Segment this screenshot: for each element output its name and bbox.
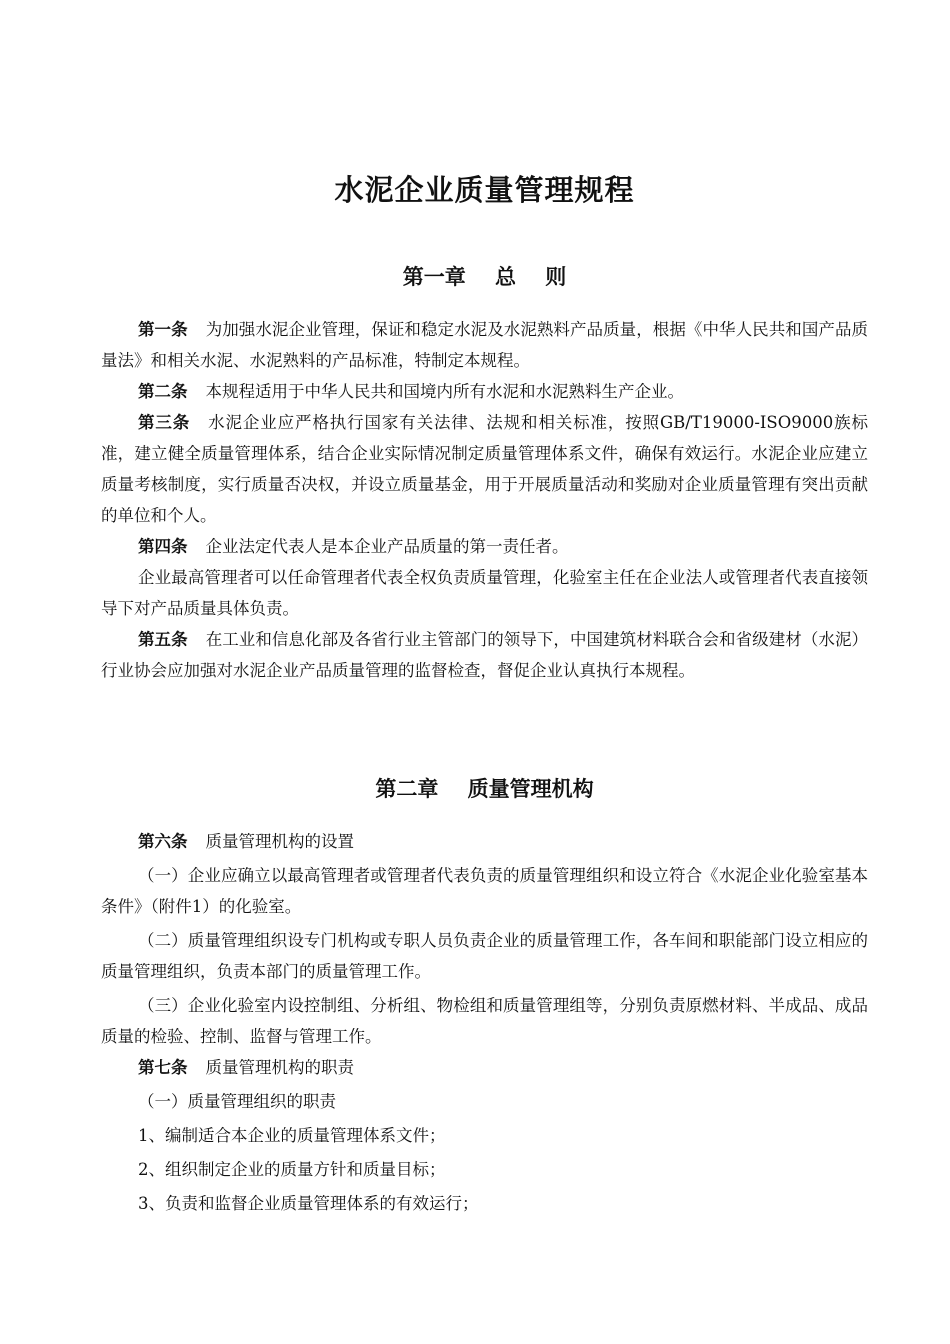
- article-label: 第七条: [138, 1058, 188, 1077]
- article-label: 第六条: [138, 832, 188, 851]
- article-4-continued: [101, 562, 868, 624]
- article-label: 第三条: [138, 413, 191, 432]
- list-item: [101, 1188, 868, 1219]
- article-7: [101, 1052, 868, 1083]
- article-text: 质量管理机构的职责: [205, 1058, 354, 1077]
- clause-paragraph: [101, 925, 868, 987]
- clause-paragraph: [101, 860, 868, 922]
- clause-text: （一）企业应确立以最高管理者或管理者代表负责的质量管理组织和设立符合《水泥企业化验室基本条件》（附件1）的化验室。: [101, 866, 868, 916]
- chapter-1-body: [101, 314, 868, 686]
- list-item: [101, 1120, 868, 1151]
- article-6: [101, 826, 868, 857]
- article-2: [101, 376, 868, 407]
- clause-text: （三）企业化验室内设控制组、分析组、物检组和质量管理组等，分别负责原燃材料、半成品、成品质量的检验、控制、监督与管理工作。: [101, 996, 868, 1046]
- article-label: 第二条: [138, 382, 188, 401]
- article-text: 质量管理机构的设置: [205, 832, 354, 851]
- article-label: 第四条: [138, 537, 188, 556]
- article-label: 第一条: [138, 320, 188, 339]
- article-text: 本规程适用于中华人民共和国境内所有水泥和水泥熟料生产企业。: [205, 382, 684, 401]
- chapter-1-heading: 第一章 总 则: [402, 265, 567, 289]
- article-text: 水泥企业应严格执行国家有关法律、法规和相关标准，按照GB/T19000-ISO9000族标准，建立健全质量管理体系，结合企业实际情况制定质量管理体系文件，确保有效运行。水泥企业应建立质量考核制度，实行质量否决权，并设立质量基金，用于开展质量活动和奖励对企业质量管理有突出贡献的单位和个人。: [101, 413, 868, 525]
- list-item-text: 1、编制适合本企业的质量管理体系文件；: [138, 1126, 446, 1145]
- article-4: [101, 531, 868, 562]
- article-1: [101, 314, 868, 376]
- article-text: 为加强水泥企业管理，保证和稳定水泥及水泥熟料产品质量，根据《中华人民共和国产品质量法》和相关水泥、水泥熟料的产品标准，特制定本规程。: [101, 320, 869, 370]
- article-text: 企业法定代表人是本企业产品质量的第一责任者。: [205, 537, 569, 556]
- article-label: 第五条: [138, 630, 188, 649]
- chapter-2-body: [101, 826, 868, 1219]
- article-text: 在工业和信息化部及各省行业主管部门的领导下，中国建筑材料联合会和省级建材（水泥）行业协会应加强对水泥企业产品质量管理的监督检查，督促企业认真执行本规程。: [101, 630, 869, 680]
- clause-paragraph: [101, 990, 868, 1052]
- document-title: 水泥企业质量管理规程: [334, 173, 635, 207]
- clause-text: （一）质量管理组织的职责: [138, 1092, 336, 1111]
- article-5: [101, 624, 868, 686]
- list-item-text: 2、组织制定企业的质量方针和质量目标；: [138, 1160, 446, 1179]
- list-item-text: 3、负责和监督企业质量管理体系的有效运行；: [138, 1194, 479, 1213]
- chapter-2-heading: 第二章 质量管理机构: [375, 777, 594, 801]
- list-item: [101, 1154, 868, 1185]
- clause-text: （二）质量管理组织设专门机构或专职人员负责企业的质量管理工作，各车间和职能部门设立相应的质量管理组织，负责本部门的质量管理工作。: [101, 931, 868, 981]
- article-text: 企业最高管理者可以任命管理者代表全权负责质量管理，化验室主任在企业法人或管理者代表直接领导下对产品质量具体负责。: [101, 568, 868, 618]
- article-3: [101, 407, 868, 531]
- clause-paragraph: [101, 1086, 868, 1117]
